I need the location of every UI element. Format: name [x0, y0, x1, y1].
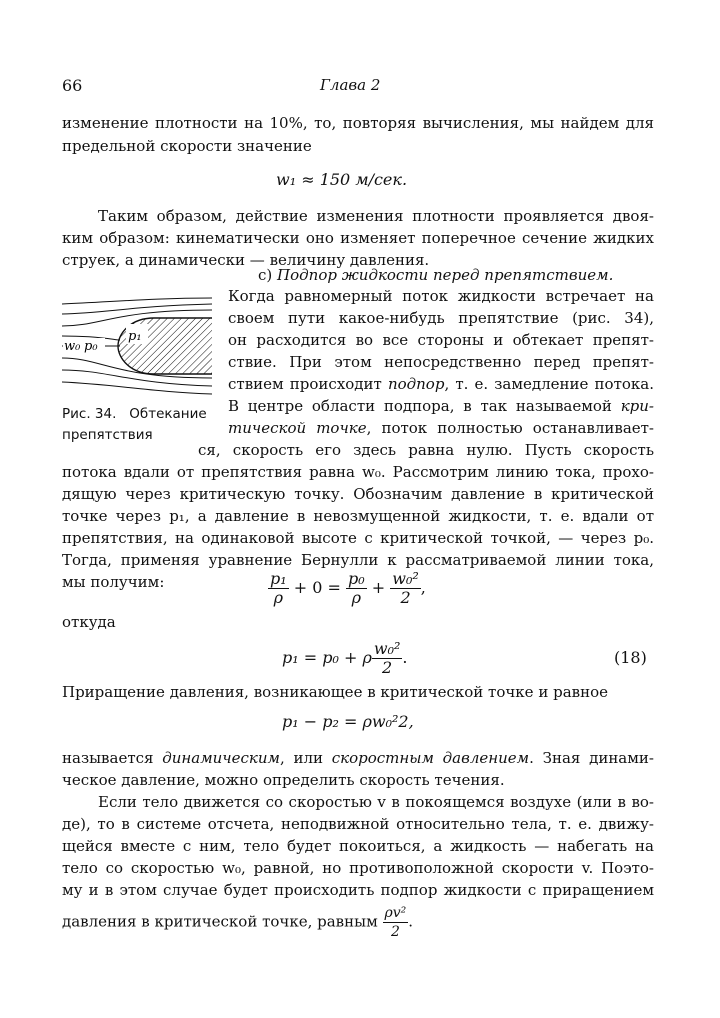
equation-18: p₁ = p₀ + ρ $\frac{\text{w₀²}}{2}$ . — [282, 639, 408, 677]
text-line: ся, скорость его здесь равна нулю. Пусть скорость — [198, 441, 654, 459]
figure-caption: препятствия — [62, 427, 153, 443]
text-line: своем пути какое-нибудь препятствие (рис. 34), — [228, 309, 654, 327]
text-line: тической точке, поток полностью останавливает- — [228, 419, 654, 437]
section-label: c) — [258, 266, 273, 284]
text-line: струек, а динамически — величину давления. — [62, 251, 430, 269]
text-line: называется динамическим, или скоростным давлением. Зная динами- — [62, 749, 654, 767]
text-line: В центре области подпора, в так называемой кри- — [228, 397, 654, 415]
text-line: Приращение давления, возникающее в критической точке и равное — [62, 683, 608, 701]
text-line: щейся вместе с ним, тело будет покоиться, а жидкость — набегать на — [62, 837, 654, 855]
streamline — [62, 304, 212, 314]
equation-w1: w₁ ≈ 150 м/сек. — [276, 170, 408, 189]
page-number: 66 — [62, 76, 83, 95]
equation-number: (18) — [614, 648, 647, 667]
equation-dynamic-pressure: p₁ − p₂ = ρw₀²2, — [282, 712, 414, 731]
label-p1: p₁ — [128, 329, 142, 344]
label-p0: p₀ — [84, 339, 98, 354]
text-line: де), то в системе отсчета, неподвижной относительно тела, т. е. движу- — [62, 815, 654, 833]
text-line: откуда — [62, 613, 116, 631]
text-line: ческое давление, можно определить скорость течения. — [62, 771, 505, 789]
text-line: ствием происходит подпор, т. е. замедление потока. — [228, 375, 654, 393]
text-line: Таким образом, действие изменения плотности проявляется двоя- — [98, 207, 654, 225]
text-line: предельной скорости значение — [62, 137, 312, 155]
text-line: давления в критической точке, равным $\frac{\text{ρv²}}{2}$ . — [62, 905, 414, 940]
text-line: потока вдали от препятствия равна w₀. Рассмотрим линию тока, прохо- — [62, 463, 654, 481]
text-line: изменение плотности на 10%, то, повторяя вычисления, мы найдем для — [62, 114, 654, 132]
flow-obstacle-figure — [62, 296, 212, 396]
streamline — [62, 298, 212, 304]
streamline — [62, 382, 212, 394]
text-line: Если тело движется со скоростью v в покоящемся воздухе (или в во- — [98, 793, 654, 811]
text-line: дящую через критическую точку. Обозначим давление в критической — [62, 485, 654, 503]
section-title: Подпор жидкости перед препятствием. — [277, 266, 614, 284]
text-line: тело со скоростью w₀, равной, но противоположной скорости v. Поэто- — [62, 859, 654, 877]
figure-caption: Рис. 34. Обтекание — [62, 406, 207, 422]
text-line: ствие. При этом непосредственно перед препят- — [228, 353, 654, 371]
text-line: точке через p₁, а давление в невозмущенной жидкости, т. е. вдали от — [62, 507, 654, 525]
fraction-rho-v2: $\frac{\text{ρv²}}{2}$ — [384, 905, 407, 940]
text-line: он расходится во все стороны и обтекает препят- — [228, 331, 654, 349]
text-line: мы получим: — [62, 573, 165, 591]
label-w0: w₀ — [64, 339, 81, 354]
text-line: му и в этом случае будет происходить подпор жидкости с приращением — [62, 881, 654, 899]
text-line: Когда равномерный поток жидкости встречает на — [228, 287, 654, 305]
chapter-title: Глава 2 — [320, 76, 381, 94]
text-line: Тогда, применяя уравнение Бернулли к рассматриваемой линии тока, — [62, 551, 654, 569]
section-heading — [258, 266, 613, 284]
text-line: ким образом: кинематически оно изменяет поперечное сечение жидких — [62, 229, 654, 247]
equation-bernoulli: $\frac{\text{p₁}}{\rho}$ + 0 = $\frac{\text{p₀}}{\rho}$ + $\frac{\text{w₀²}}{2}$ , — [270, 569, 426, 607]
text-line: препятствия, на одинаковой высоте с критической точкой, — через p₀. — [62, 529, 654, 547]
